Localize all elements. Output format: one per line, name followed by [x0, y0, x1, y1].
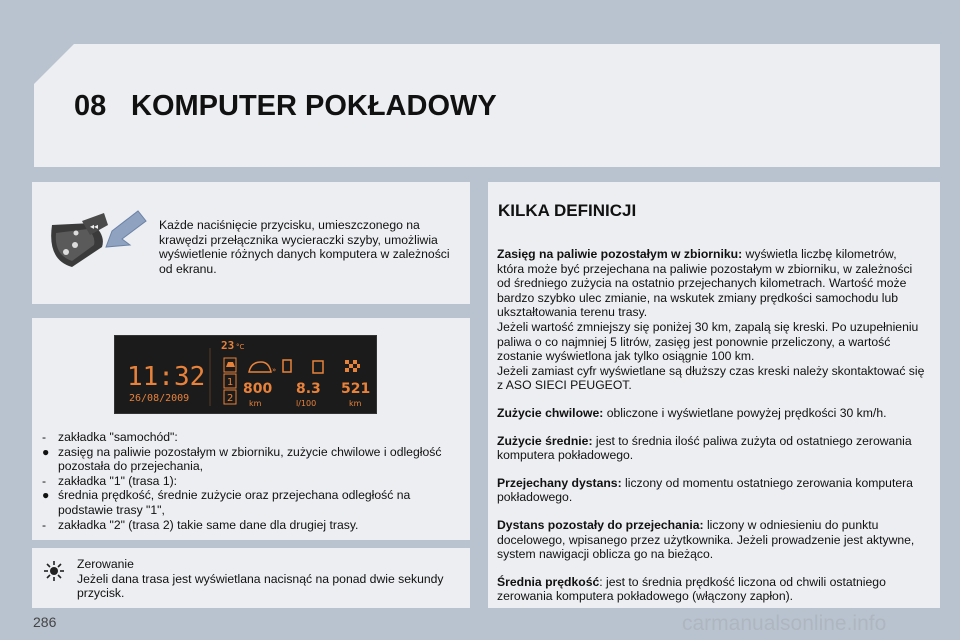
- svg-text:◂◂: ◂◂: [90, 222, 99, 231]
- list-marker: -: [42, 473, 47, 488]
- list-item-text: zakładka "1" (trasa 1):: [58, 473, 178, 488]
- multifunction-display: [114, 335, 377, 414]
- definition-extra: Jeżeli zamiast cyfr wyświetlane są dłuższy czas kreski należy skontaktować się z ASO SIECI PEUGEOT.: [497, 363, 925, 393]
- definition-text: : jest to średnia prędkość liczona od chwili ostatniego zerowania komputera pokładowego (włączony zapłon).: [497, 574, 886, 604]
- definition-distance-remaining: [497, 518, 927, 562]
- list-marker: -: [42, 430, 47, 444]
- intro-text: Każde naciśnięcie przycisku, umieszczonego na krawędzi przełącznika wycieraczki szyby, umożliwia wyświetlenie różnych danych komputera w zależności od ekranu.: [159, 218, 450, 276]
- definition-instant-consumption: [497, 406, 927, 421]
- reset-note: [77, 557, 467, 601]
- list-item: [42, 518, 468, 533]
- reset-title: Zerowanie: [77, 557, 134, 571]
- wiper-stalk-icon: [42, 205, 152, 275]
- definition-text: obliczone i wyświetlane powyżej prędkości 30 km/h.: [603, 405, 887, 420]
- display-value-remaining: 521: [341, 381, 371, 397]
- display-temp-unit: °C: [236, 343, 245, 351]
- display-value-consumption: 8.3: [296, 381, 321, 397]
- definition-term: Średnia prędkość: [497, 574, 600, 589]
- definition-text: liczony od momentu ostatniego zerowania komputera pokładowego.: [497, 475, 913, 505]
- definitions-list: [497, 247, 927, 617]
- display-unit-consumption: l/100: [296, 399, 317, 408]
- definition-term: Zużycie średnie:: [497, 433, 593, 448]
- definition-range: [497, 247, 927, 393]
- list-item-text: średnia prędkość, średnie zużycie oraz przejechana odległość na podstawie trasy "1",: [58, 488, 411, 517]
- list-item-text: zakładka "samochód":: [58, 430, 178, 444]
- list-item: [42, 445, 468, 474]
- definition-extra: Jeżeli wartość zmniejszy się poniżej 30 km, zapalą się kreski. Po uzupełnieniu paliwa o co najmniej 5 litrów, zasięg jest ponownie przeliczony, a wartość zostanie wyświetlona jak tylko osiągnie 100 km.: [497, 319, 919, 364]
- display-date: 26/08/2009: [129, 393, 190, 404]
- definition-text: jest to średnia ilość paliwa zużyta od ostatniego zerowania komputera pokładowego.: [497, 433, 912, 463]
- definition-average-consumption: [497, 434, 927, 463]
- reset-body: Jeżeli dana trasa jest wyświetlana nacisnąć na ponad dwie sekundy przycisk.: [77, 571, 444, 601]
- definition-distance-travelled: [497, 476, 927, 505]
- display-value-range: 800: [243, 381, 273, 397]
- watermark: carmanualsonline.info: [682, 612, 887, 635]
- list-item-text: zakładka "2" (trasa 2) takie same dane dla drugiej trasy.: [58, 517, 359, 532]
- display-tab-1: 1: [227, 377, 234, 388]
- list-item-text: zasięg na paliwie pozostałym w zbiorniku, zużycie chwilowe i odległość pozostała do przejechania,: [58, 444, 442, 474]
- definitions-title: KILKA DEFINICJI: [498, 201, 637, 220]
- display-unit-range: km: [249, 399, 262, 408]
- definition-text: liczony w odniesieniu do punktu docelowego, wpisanego przez użytkownika. Jeżeli prowadzenie jest aktywne, system nawigacji oblicza go na bieżąco.: [497, 517, 915, 562]
- list-item: [42, 488, 468, 517]
- definition-term: Zużycie chwilowe:: [497, 405, 604, 420]
- list-marker: -: [42, 517, 47, 532]
- tab-description-list: [42, 430, 468, 532]
- tip-sun-icon: [43, 560, 65, 582]
- display-time: 11:32: [127, 362, 206, 392]
- display-tab-2: 2: [227, 393, 234, 404]
- definition-average-speed: [497, 575, 927, 604]
- display-temperature: 23: [221, 339, 235, 352]
- definition-term: Dystans pozostały do przejechania:: [497, 517, 704, 532]
- list-item: [42, 430, 468, 445]
- list-marker: ●: [42, 488, 50, 503]
- page-title: KOMPUTER POKŁADOWY: [131, 90, 497, 122]
- definition-term: Zasięg na paliwie pozostałym w zbiorniku:: [497, 247, 743, 261]
- header-notch: [34, 44, 74, 84]
- page-number: 286: [33, 614, 57, 630]
- display-unit-remaining: km: [349, 399, 362, 408]
- chapter-number: 08: [74, 90, 107, 122]
- svg-text:»: »: [272, 366, 277, 374]
- definition-text: wyświetla liczbę kilometrów, która może być przejechana na paliwie pozostałym w zbiorniku, w zależności od średniego zużycia na ostatnio przejechanych kilometrach. Wartość może bardzo szybko ulec zmianie, na wskutek zmiany prędkości samochodu lub ukształtowania terenu trasy.: [497, 247, 913, 320]
- definition-term: Przejechany dystans:: [497, 475, 622, 490]
- list-item: [42, 474, 468, 489]
- list-marker: ●: [42, 444, 50, 459]
